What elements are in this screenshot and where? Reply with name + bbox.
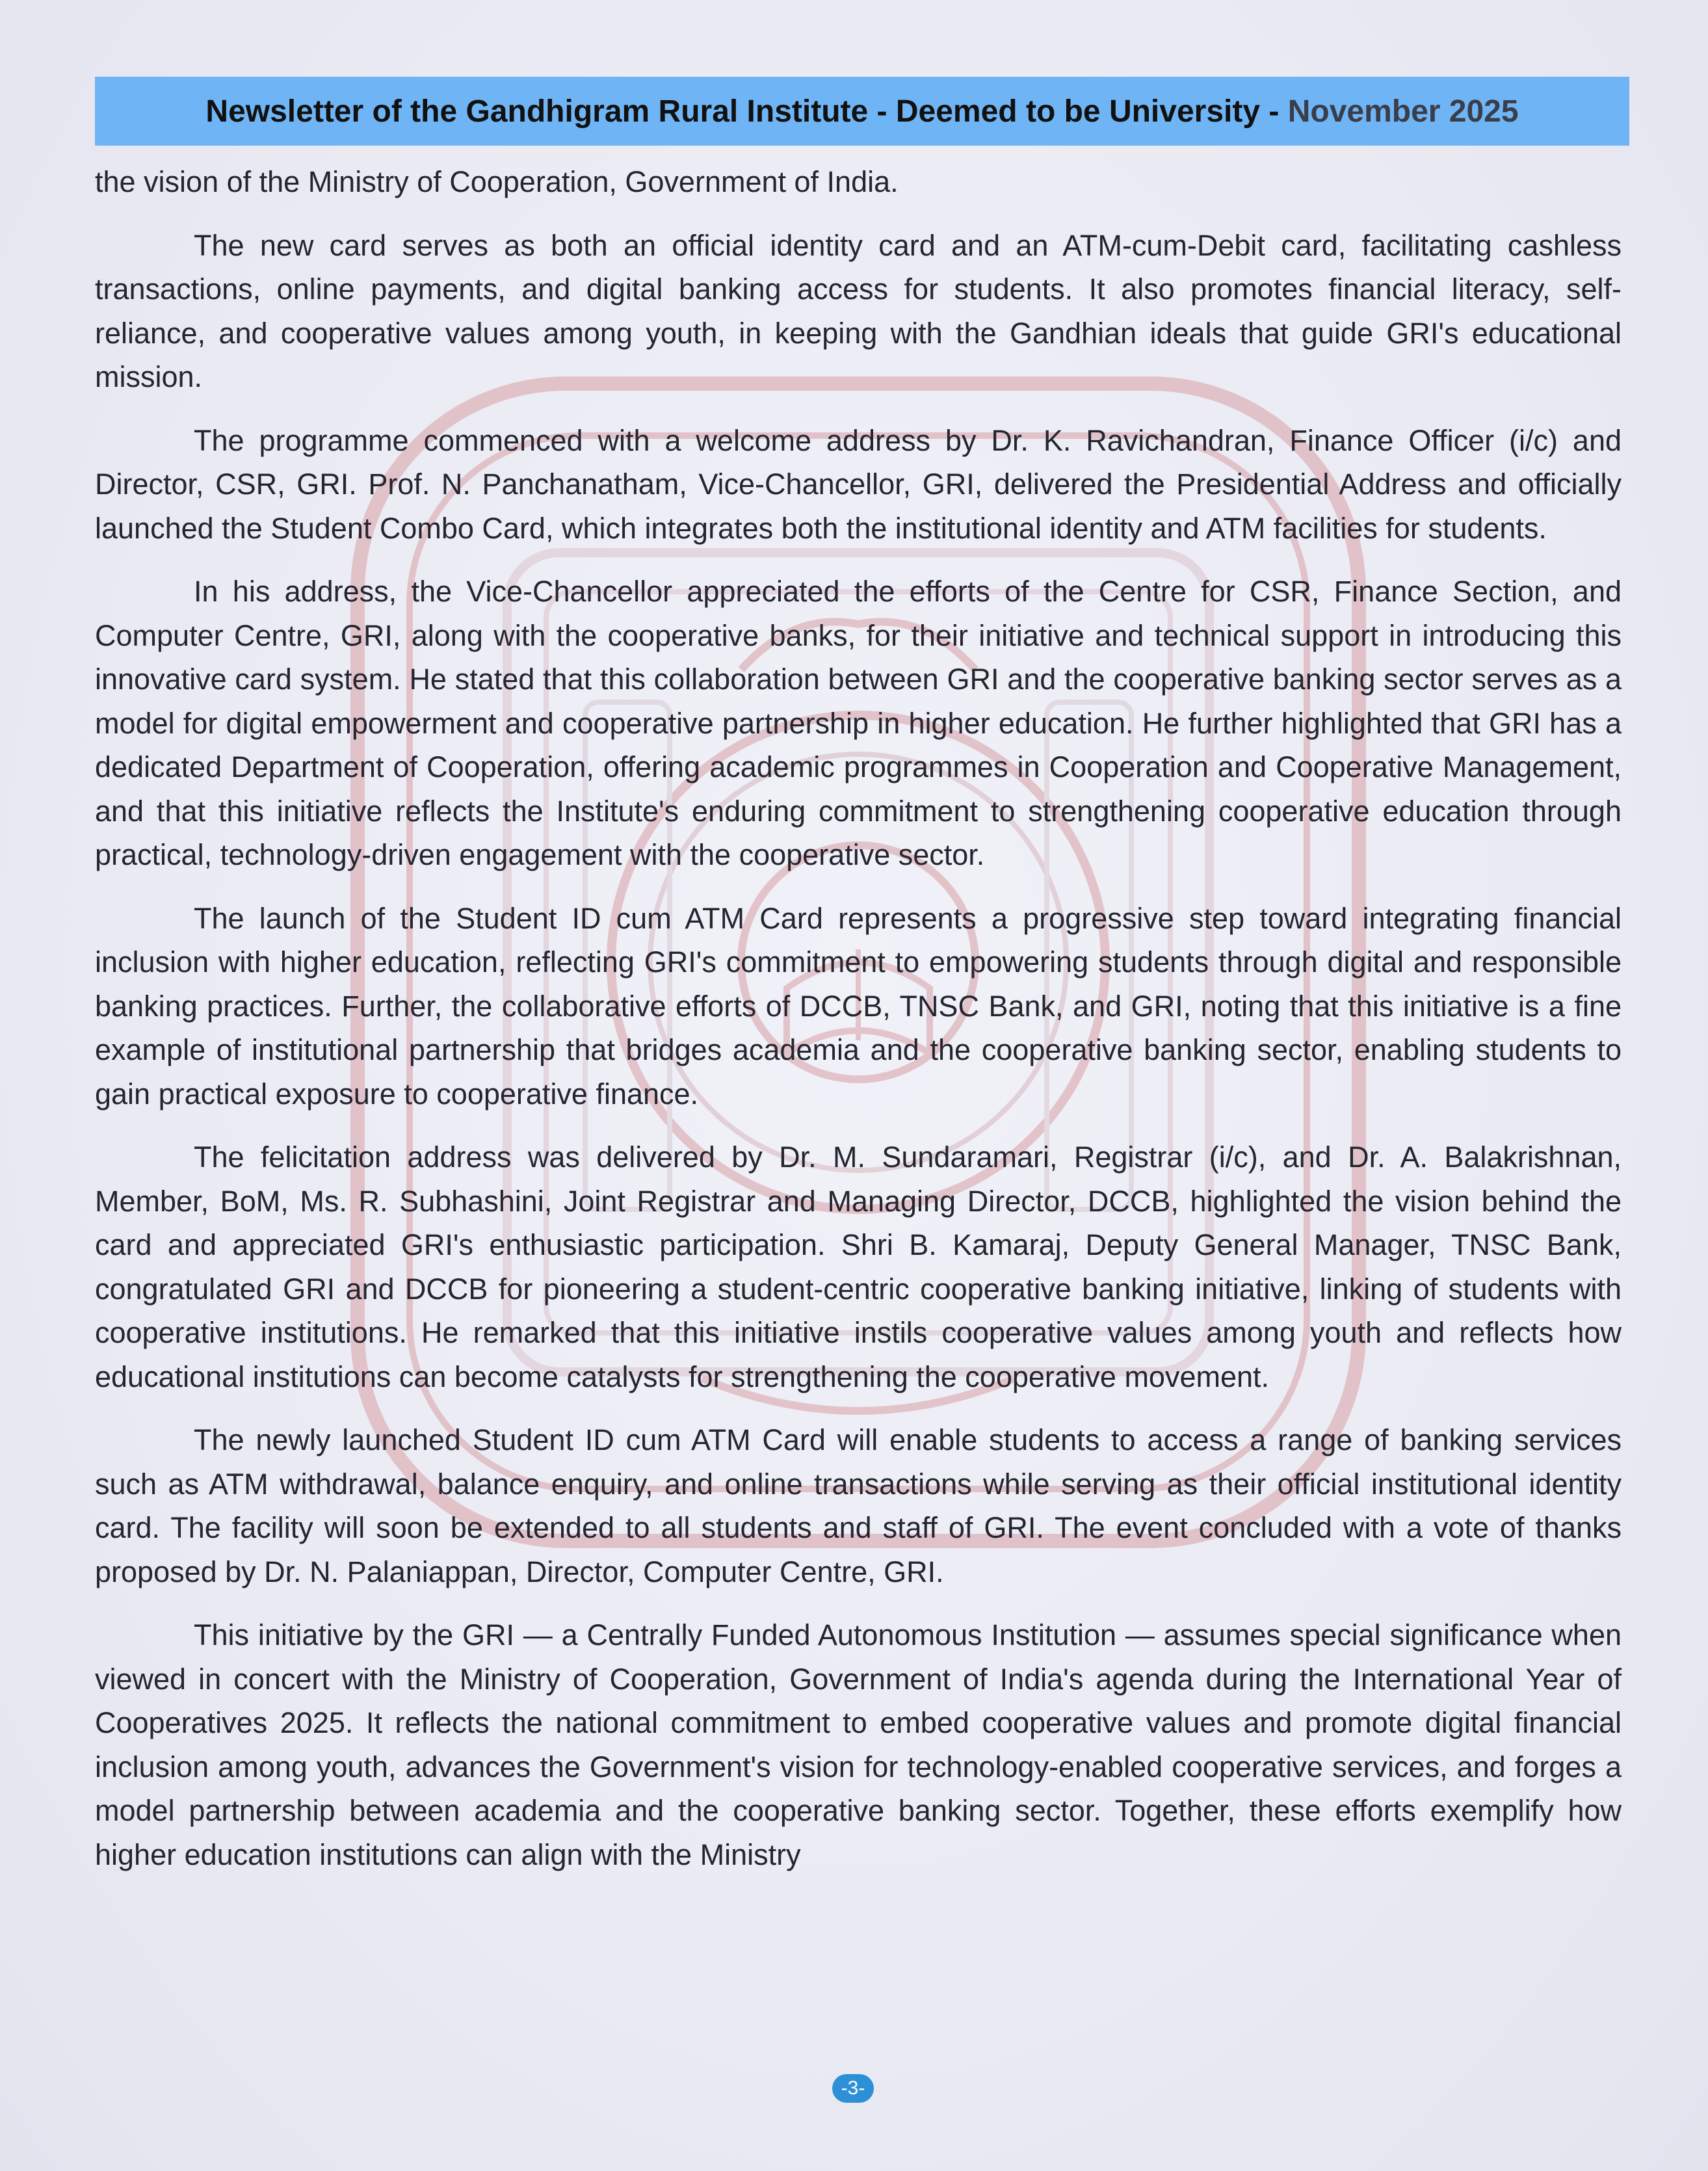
article-paragraph: The newly launched Student ID cum ATM Card will enable students to access a range of banking services such as ATM withdrawal, balance enquiry, and online transactions while serving as their official institutional identity card. The facility will soon be extended to all students and staff of GRI. The event concluded with a vote of thanks proposed by Dr. N. Palaniappan, Director, Computer Centre, GRI. xyxy=(95,1423,1622,1588)
page-number-badge: -3- xyxy=(832,2074,874,2103)
newsletter-header-bar xyxy=(95,77,1629,146)
newsletter-header-title xyxy=(205,94,1518,129)
article-paragraph: The felicitation address was delivered by Dr. M. Sundaramari, Registrar (i/c), and Dr. A. Balakrishnan, Member, BoM, Ms. R. Subhashini, Joint Registrar and Managing Director, DCCB, highlighted the vision behind the card and appreciated GRI's enthusiastic participation. Shri B. Kamaraj, Deputy General Manager, TNSC Bank, congratulated GRI and DCCB for pioneering a student-centric cooperative banking initiative, linking of students with cooperative institutions. He remarked that this initiative instils cooperative values among youth and reflects how educational institutions can become catalysts for strengthening the cooperative movement. xyxy=(95,1140,1622,1393)
article-paragraph: In his address, the Vice-Chancellor appreciated the efforts of the Centre for CSR, Finance Section, and Computer Centre, GRI, along with the cooperative banks, for their initiative and technical support in introducing this innovative card system. He stated that this collaboration between GRI and the cooperative banking sector serves as a model for digital empowerment and cooperative partnership in higher education. He further highlighted that GRI has a dedicated Department of Cooperation, offering academic programmes in Cooperation and Cooperative Management, and that this initiative reflects the Institute's enduring commitment to strengthening cooperative education through practical, technology-driven engagement with the cooperative sector. xyxy=(95,575,1622,871)
article-paragraph: The new card serves as both an official identity card and an ATM-cum-Debit card, facilitating cashless transactions, online payments, and digital banking access for students. It also promotes financial literacy, self-reliance, and cooperative values among youth, in keeping with the Gandhian ideals that guide GRI's educational mission. xyxy=(95,228,1622,393)
header-issue-date: November 2025 xyxy=(1287,94,1519,129)
article-paragraph: This initiative by the GRI — a Centrally Funded Autonomous Institution — assumes special significance when viewed in concert with the Ministry of Cooperation, Government of India's agenda during the International Year of Cooperatives 2025. It reflects the national commitment to embed cooperative values and promote digital financial inclusion among youth, advances the Government's vision for technology-enabled cooperative services, and forges a model partnership between academia and the cooperative banking sector. Together, these efforts exemplify how higher education institutions can align with the Ministry xyxy=(95,1618,1622,1871)
article-paragraph: the vision of the Ministry of Cooperation, Government of India. xyxy=(95,165,899,198)
header-title-text: Newsletter of the Gandhigram Rural Institute - Deemed to be University - xyxy=(205,94,1288,129)
article-body xyxy=(95,160,1622,1896)
article-paragraph: The launch of the Student ID cum ATM Card represents a progressive step toward integrating financial inclusion with higher education, reflecting GRI's commitment to empowering students through digital and responsible banking practices. Further, the collaborative efforts of DCCB, TNSC Bank, and GRI, noting that this initiative is a fine example of institutional partnership that bridges academia and the cooperative banking sector, enabling students to gain practical exposure to cooperative finance. xyxy=(95,901,1622,1111)
article-paragraph: The programme commenced with a welcome address by Dr. K. Ravichandran, Finance Officer (i/c) and Director, CSR, GRI. Prof. N. Panchanatham, Vice-Chancellor, GRI, delivered the Presidential Address and officially launched the Student Combo Card, which integrates both the institutional identity and ATM facilities for students. xyxy=(95,423,1622,545)
